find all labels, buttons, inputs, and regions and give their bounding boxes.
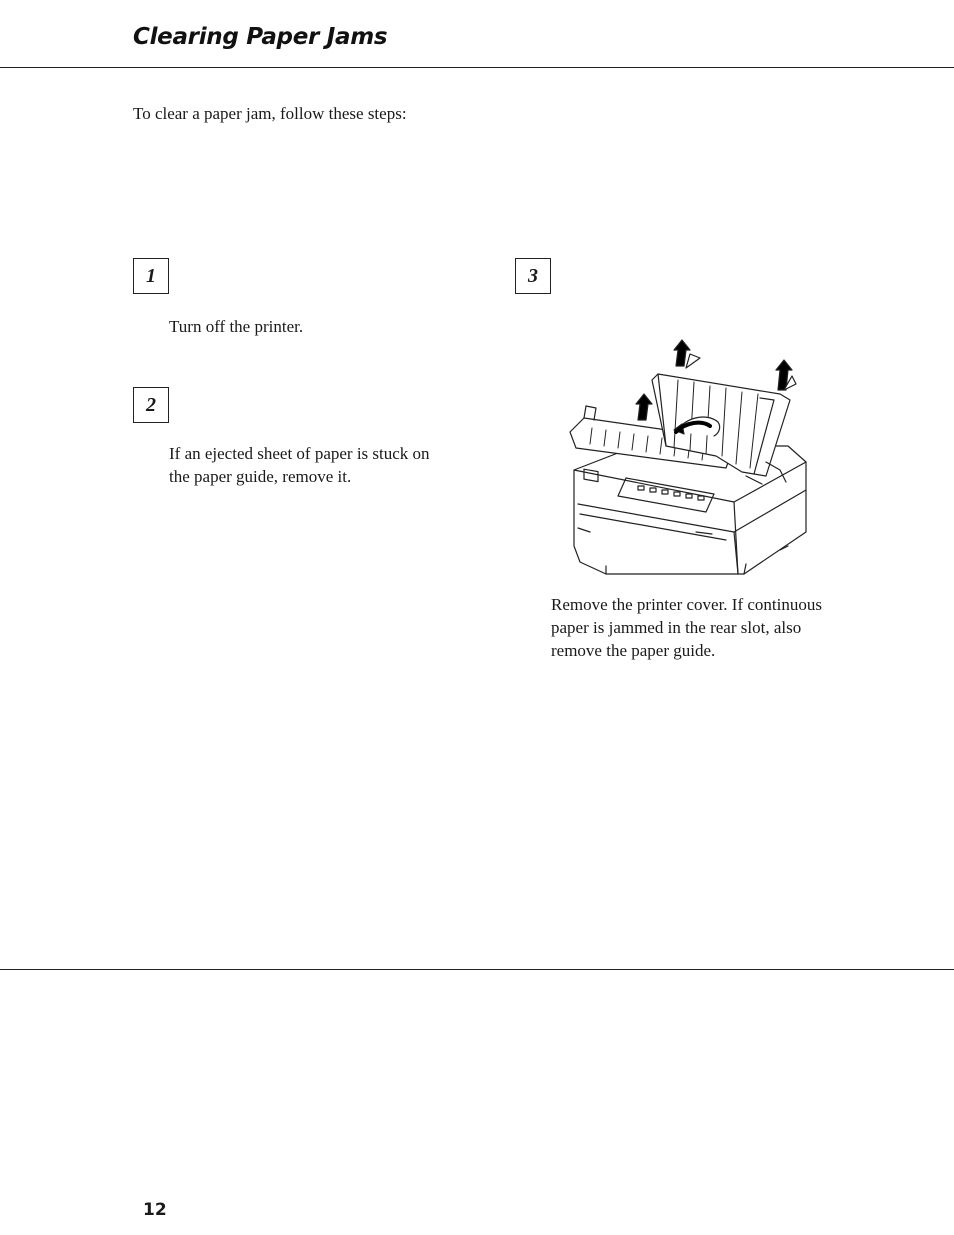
- step-3-text: [551, 593, 822, 662]
- step-1-text: [169, 315, 303, 338]
- header-rule: [0, 67, 954, 68]
- step-1-number: 1: [133, 258, 169, 294]
- step-3-number: 3: [515, 258, 551, 294]
- step-2-text: [169, 442, 430, 488]
- step-3-line: Remove the printer cover. If continuous: [551, 595, 822, 614]
- page-number: 12: [143, 1200, 167, 1220]
- step-3-line: remove the paper guide.: [551, 641, 716, 660]
- printer-illustration: [566, 336, 812, 578]
- step-1-line: Turn off the printer.: [169, 317, 304, 336]
- intro-text: To clear a paper jam, follow these steps:: [133, 104, 407, 123]
- step-3-line: paper is jammed in the rear slot, also: [551, 618, 802, 637]
- step-2-line: If an ejected sheet of paper is stuck on: [169, 444, 430, 463]
- page-title: Clearing Paper Jams: [133, 24, 388, 50]
- step-2-number: 2: [133, 387, 169, 423]
- footer-rule: [0, 969, 954, 970]
- step-2-line: the paper guide, remove it.: [169, 467, 352, 486]
